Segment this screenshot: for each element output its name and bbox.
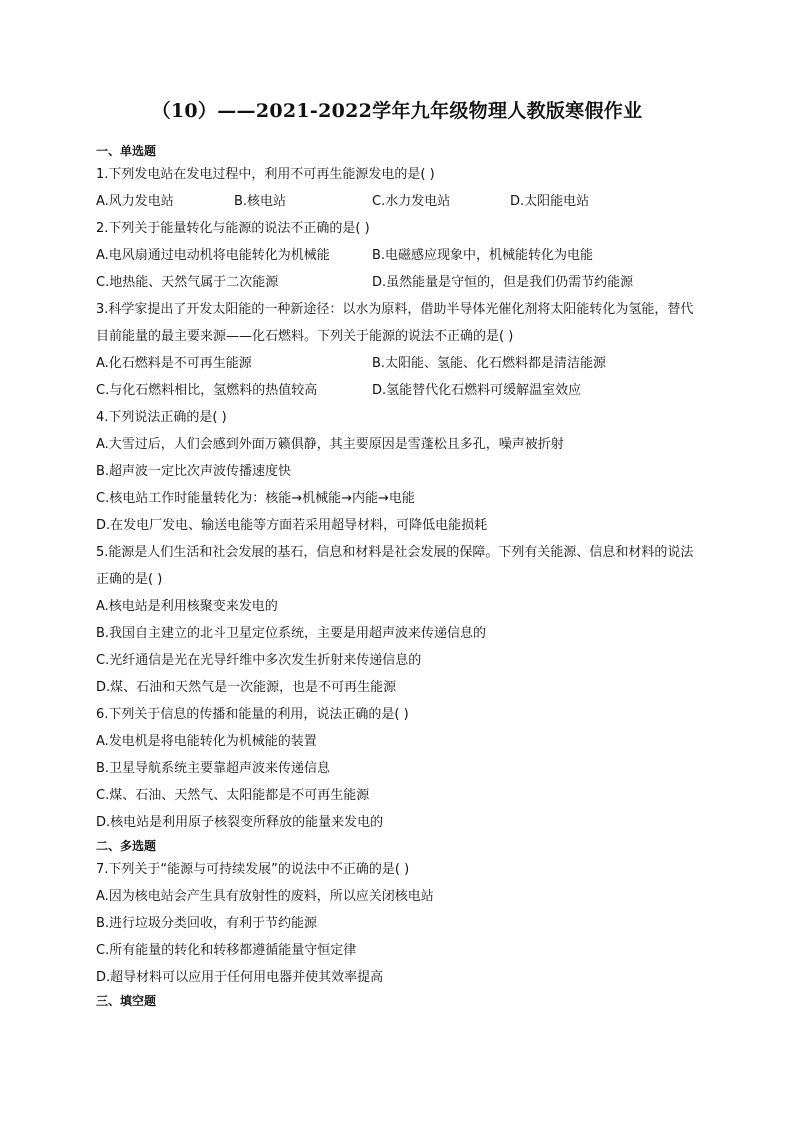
question-1 <box>96 161 706 215</box>
option-row <box>96 377 706 404</box>
option-b: B.太阳能、氢能、化石燃料都是清洁能源 <box>372 356 607 371</box>
question-stem: 2.下列关于能量转化与能源的说法不正确的是( ) <box>96 221 370 236</box>
question-stem: 7.下列关于“能源与可持续发展”的说法中不正确的是( ) <box>96 862 410 877</box>
option-c: C.水力发电站 <box>372 194 451 209</box>
option-a: A.核电站是利用核聚变来发电的 <box>96 599 278 614</box>
option-b: B.我国自主建立的北斗卫星定位系统，主要是用超声波来传递信息的 <box>96 626 487 641</box>
option-d: D.超导材料可以应用于任何用电器并使其效率提高 <box>96 970 384 985</box>
option-d: D.核电站是利用原子核裂变所释放的能量来发电的 <box>96 815 384 830</box>
option-b: B.卫星导航系统主要靠超声波来传递信息 <box>96 761 331 776</box>
option-c: C.所有能量的转化和转移都遵循能量守恒定律 <box>96 943 357 958</box>
option-c: C.光纤通信是光在光导纤维中多次发生折射来传递信息的 <box>96 653 422 668</box>
question-list <box>96 146 706 1011</box>
question-4 <box>96 404 706 539</box>
option-a: A.电风扇通过电动机将电能转化为机械能 <box>96 248 330 263</box>
option-c: C.与化石燃料相比，氢燃料的热值较高 <box>96 383 318 398</box>
question-7 <box>96 856 706 991</box>
option-a: A.大雪过后，人们会感到外面万籁俱静，其主要原因是雪蓬松且多孔，噪声被折射 <box>96 437 564 452</box>
option-d: D.煤、石油和天然气是一次能源，也是不可再生能源 <box>96 680 397 695</box>
section-heading-multiple-choice: 二、多选题 <box>96 839 157 853</box>
option-b: B.电磁感应现象中，机械能转化为电能 <box>372 248 594 263</box>
section-heading-single-choice: 一、单选题 <box>96 144 157 158</box>
page-title: （10）——2021-2022学年九年级物理人教版寒假作业 <box>151 100 643 122</box>
option-d: D.虽然能量是守恒的，但是我们仍需节约能源 <box>372 275 634 290</box>
question-stem: 5.能源是人们生活和社会发展的基石，信息和材料是社会发展的保障。下列有关能源、信息和材料的说法正确的是( ) <box>96 545 694 587</box>
option-b: B.超声波一定比次声波传播速度快 <box>96 464 292 479</box>
option-d: D.氢能替代化石燃料可缓解温室效应 <box>372 383 582 398</box>
option-a: A.风力发电站 <box>96 194 174 209</box>
question-stem: 6.下列关于信息的传播和能量的利用，说法正确的是( ) <box>96 707 409 722</box>
option-d: D.太阳能电站 <box>510 194 590 209</box>
question-2 <box>96 215 706 296</box>
option-row <box>96 350 706 377</box>
option-row <box>96 242 706 269</box>
option-b: B.核电站 <box>234 194 287 209</box>
question-5 <box>96 539 706 701</box>
option-a: A.发电机是将电能转化为机械能的装置 <box>96 734 317 749</box>
option-a: A.因为核电站会产生具有放射性的废料，所以应关闭核电站 <box>96 889 434 904</box>
option-a: A.化石燃料是不可再生能源 <box>96 356 252 371</box>
option-c: C.核电站工作时能量转化为：核能→机械能→内能→电能 <box>96 491 415 506</box>
section-heading-fill-in: 三、填空题 <box>96 994 157 1008</box>
question-6 <box>96 701 706 836</box>
question-stem: 4.下列说法正确的是( ) <box>96 410 227 425</box>
option-b: B.进行垃圾分类回收，有利于节约能源 <box>96 916 318 931</box>
option-row <box>96 188 706 215</box>
question-stem: 1.下列发电站在发电过程中，利用不可再生能源发电的是( ) <box>96 167 435 182</box>
question-3 <box>96 296 706 404</box>
option-d: D.在发电厂发电、输送电能等方面若采用超导材料，可降低电能损耗 <box>96 518 488 533</box>
question-stem: 3.科学家提出了开发太阳能的一种新途径：以水为原料，借助半导体光催化剂将太阳能转化为氢能，替代目前能量的最主要来源——化石燃料。下列关于能源的说法不正确的是( ) <box>96 302 694 344</box>
option-c: C.地热能、天然气属于二次能源 <box>96 275 279 290</box>
option-row <box>96 269 706 296</box>
option-c: C.煤、石油、天然气、太阳能都是不可再生能源 <box>96 788 370 803</box>
